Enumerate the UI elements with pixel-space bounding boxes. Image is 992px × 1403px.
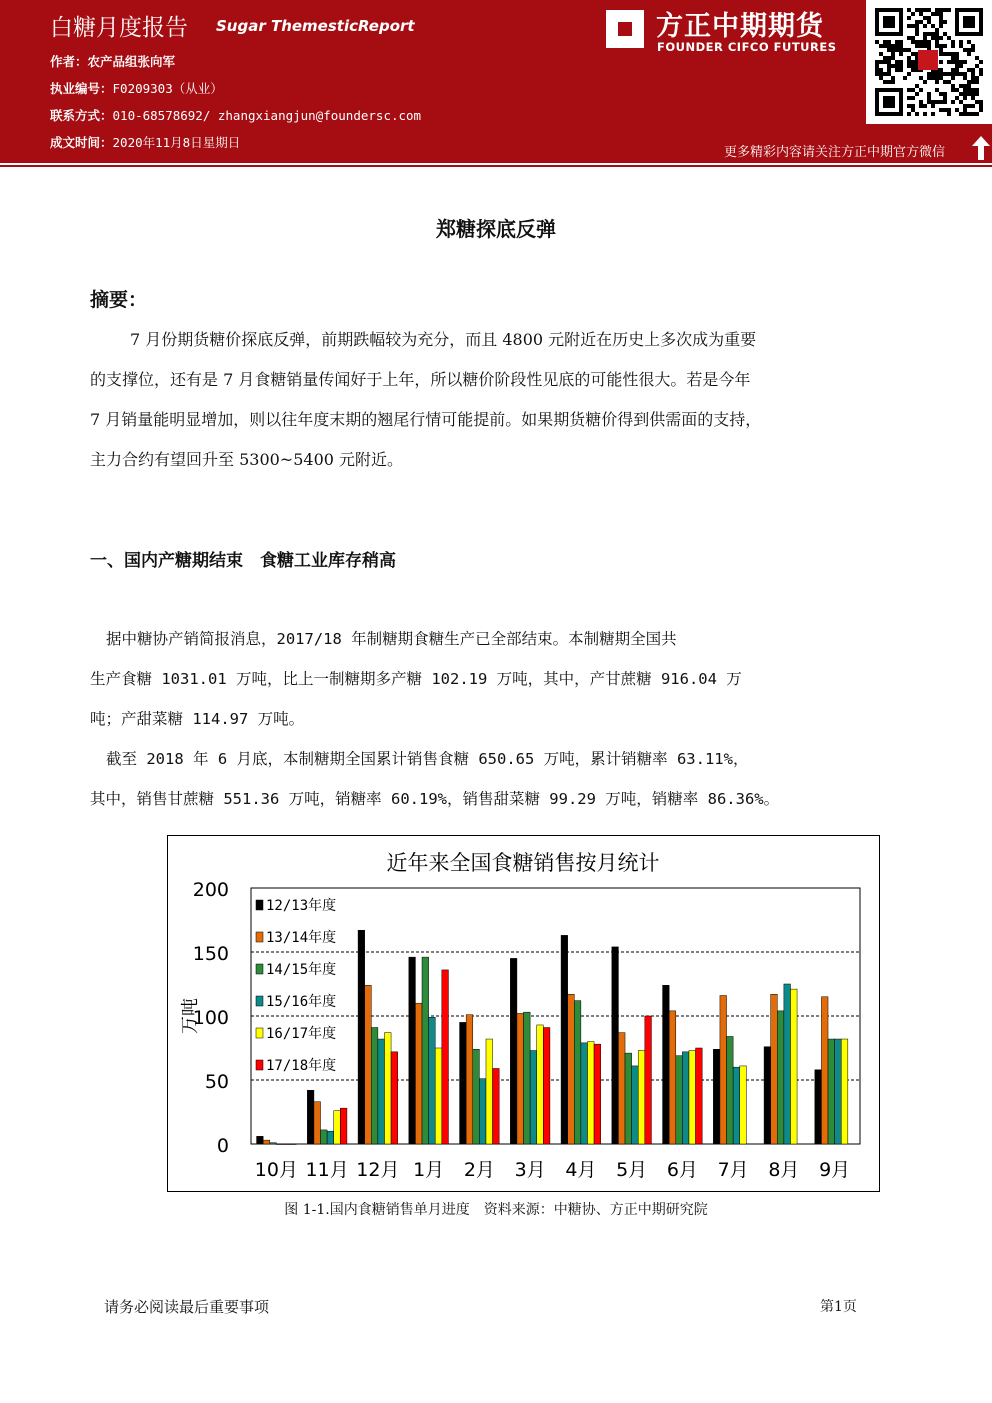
bar xyxy=(334,1111,341,1144)
bar xyxy=(612,947,619,1144)
legend-label: 12/13年度 xyxy=(266,898,337,914)
bar xyxy=(466,1015,473,1144)
x-tick-label: 7月 xyxy=(717,1159,749,1181)
abstract-line: 的支撑位，还有是 7 月食糖销量传闻好于上年，所以糖价阶段性见底的可能性很大。若是今年 xyxy=(90,370,751,389)
y-tick-label: 50 xyxy=(204,1071,229,1093)
bar xyxy=(828,1039,835,1144)
bar xyxy=(460,1022,467,1144)
bar xyxy=(378,1039,385,1144)
legend-label: 17/18年度 xyxy=(266,1058,337,1074)
arrow-up-icon xyxy=(972,136,990,160)
bar xyxy=(625,1053,632,1144)
bar xyxy=(561,935,568,1144)
sugar-sales-chart xyxy=(167,835,880,1192)
chart-canvas xyxy=(168,836,879,1191)
abstract-line: 7 月销量能明显增加，则以往年度末期的翘尾行情可能提前。如果期货糖价得到供需面的支持， xyxy=(90,410,762,429)
bar xyxy=(587,1042,594,1144)
section-heading: 一、国内产糖期结束 食糖工业库存稍高 xyxy=(90,551,396,571)
paragraph-line: 生产食糖 1031.01 万吨，比上一制糖期多产糖 102.19 万吨，其中，产甘蔗糖 916.04 万 xyxy=(90,670,742,688)
bar xyxy=(365,985,372,1144)
report-title: 白糖月度报告 xyxy=(50,15,188,41)
bar xyxy=(764,1047,771,1144)
bar xyxy=(696,1048,703,1144)
bar xyxy=(314,1102,321,1144)
bar xyxy=(276,1144,283,1145)
bar xyxy=(270,1143,277,1144)
chart-title: 近年来全国食糖销售按月统计 xyxy=(386,851,660,875)
author-line xyxy=(50,52,175,70)
bar xyxy=(821,997,828,1144)
bar xyxy=(263,1140,270,1144)
legend-label: 13/14年度 xyxy=(266,930,337,946)
document-title: 郑糖探底反弹 xyxy=(436,217,556,241)
x-tick-label: 3月 xyxy=(514,1159,546,1181)
paragraph-line: 其中，销售甘蔗糖 551.36 万吨，销糖率 60.19%，销售甜菜糖 99.29 万吨，销糖率 86.36%。 xyxy=(90,790,780,808)
header-divider-thin xyxy=(0,165,992,167)
bar xyxy=(409,957,416,1144)
bar xyxy=(358,930,365,1144)
x-tick-label: 12月 xyxy=(356,1159,400,1181)
header-divider xyxy=(0,160,992,163)
report-title-en: Sugar ThemesticReport xyxy=(216,17,415,35)
bar xyxy=(727,1036,734,1144)
bar xyxy=(574,1001,581,1144)
legend-label: 16/17年度 xyxy=(266,1026,337,1042)
bar xyxy=(257,1136,264,1144)
qr-code-icon xyxy=(866,0,992,124)
abstract-line: 主力合约有望回升至 5300~5400 元附近。 xyxy=(90,450,404,469)
bar xyxy=(486,1039,493,1144)
legend-swatch xyxy=(256,1060,263,1070)
bar xyxy=(663,985,670,1144)
bar xyxy=(493,1068,500,1144)
legend-swatch xyxy=(256,964,263,974)
x-tick-label: 1月 xyxy=(413,1159,445,1181)
bar xyxy=(391,1052,398,1144)
bar xyxy=(740,1066,747,1144)
y-tick-label: 150 xyxy=(192,943,229,965)
section-paragraph-1 xyxy=(90,619,902,739)
x-tick-label: 6月 xyxy=(666,1159,698,1181)
legend-label: 15/16年度 xyxy=(266,994,337,1010)
author-label: 作者： xyxy=(50,54,88,69)
founder-logo-icon xyxy=(604,8,646,50)
bar xyxy=(632,1066,639,1144)
bar xyxy=(771,994,778,1144)
bar xyxy=(384,1033,391,1144)
bar xyxy=(307,1090,314,1144)
date-value: 2020年11月8日星期日 xyxy=(112,135,241,150)
x-tick-label: 4月 xyxy=(565,1159,597,1181)
bar xyxy=(777,1011,784,1144)
bar xyxy=(479,1079,486,1144)
bar xyxy=(415,1003,422,1144)
bar xyxy=(321,1130,328,1144)
bar xyxy=(283,1144,290,1145)
legend-label: 14/15年度 xyxy=(266,962,337,978)
bar xyxy=(442,970,449,1144)
bar xyxy=(815,1070,822,1144)
contact-label: 联系方式： xyxy=(50,108,113,123)
bar xyxy=(435,1048,442,1144)
bar xyxy=(713,1049,720,1144)
bar xyxy=(510,958,517,1144)
date-line xyxy=(50,133,240,151)
company-name-cn: 方正中期期货 xyxy=(656,11,824,42)
bar xyxy=(581,1043,588,1144)
date-label: 成文时间： xyxy=(50,135,113,150)
legend-swatch xyxy=(256,1028,263,1038)
x-tick-label: 8月 xyxy=(768,1159,800,1181)
bar xyxy=(669,1011,676,1144)
bar xyxy=(537,1025,544,1144)
abstract-heading: 摘要： xyxy=(90,289,148,311)
legend-swatch xyxy=(256,996,263,1006)
section-paragraph-2 xyxy=(90,739,902,819)
bar xyxy=(524,1012,531,1144)
bar xyxy=(720,996,727,1144)
bar xyxy=(835,1039,842,1144)
paragraph-line: 截至 2018 年 6 月底，本制糖期全国累计销售食糖 650.65 万吨，累计销糖率 63.11%， xyxy=(106,750,749,768)
bar xyxy=(676,1056,683,1144)
paragraph-line: 据中糖协产销简报消息，2017/18 年制糖期食糖生产已全部结束。本制糖期全国共 xyxy=(106,630,677,648)
bar xyxy=(327,1131,334,1144)
license-value: F0209303（从业） xyxy=(112,81,223,96)
bar xyxy=(517,1013,524,1144)
y-axis-label: 万吨 xyxy=(180,998,201,1034)
bar xyxy=(290,1144,297,1145)
bar xyxy=(733,1067,740,1144)
license-line xyxy=(50,79,223,97)
bar xyxy=(645,1016,652,1144)
legend-swatch xyxy=(256,900,263,910)
footer-notice: 请务必阅读最后重要事项 xyxy=(104,1298,270,1316)
x-tick-label: 9月 xyxy=(819,1159,851,1181)
bar xyxy=(638,1051,645,1144)
bar xyxy=(543,1028,550,1144)
abstract-paragraph xyxy=(90,320,902,480)
paragraph-line: 吨；产甜菜糖 114.97 万吨。 xyxy=(90,710,305,728)
legend-swatch xyxy=(256,932,263,942)
bar xyxy=(340,1108,347,1144)
bar xyxy=(371,1028,378,1144)
y-tick-label: 0 xyxy=(216,1135,229,1157)
contact-value: 010-68578692/ zhangxiangjun@foundersc.com xyxy=(112,108,422,123)
bar xyxy=(568,994,575,1144)
author-value: 农产品组张向军 xyxy=(87,54,176,69)
y-tick-label: 200 xyxy=(192,879,229,901)
company-name-en: FOUNDER CIFCO FUTURES xyxy=(657,40,837,54)
wechat-follow-text: 更多精彩内容请关注方正中期官方微信 xyxy=(724,145,946,160)
y-tick-label: 100 xyxy=(192,1007,229,1029)
bar xyxy=(618,1033,625,1144)
page-number: 第1页 xyxy=(820,1299,857,1315)
bar xyxy=(689,1051,696,1144)
bar xyxy=(790,989,797,1144)
x-tick-label: 11月 xyxy=(305,1159,349,1181)
bar xyxy=(422,957,429,1144)
bar xyxy=(682,1052,689,1144)
bar xyxy=(784,984,791,1144)
figure-caption: 图 1-1.国内食糖销售单月进度 资料来源：中糖协、方正中期研究院 xyxy=(284,1202,708,1218)
bar xyxy=(841,1039,848,1144)
bar xyxy=(594,1044,601,1144)
abstract-line: 7 月份期货糖价探底反弹，前期跌幅较为充分，而且 4800 元附近在历史上多次成为重要 xyxy=(130,330,757,349)
x-tick-label: 2月 xyxy=(463,1159,495,1181)
license-label: 执业编号： xyxy=(50,81,113,96)
x-tick-label: 10月 xyxy=(254,1159,298,1181)
bar xyxy=(473,1049,480,1144)
contact-line xyxy=(50,106,421,124)
bar xyxy=(530,1051,537,1144)
bar xyxy=(429,1017,436,1144)
x-tick-label: 5月 xyxy=(616,1159,648,1181)
